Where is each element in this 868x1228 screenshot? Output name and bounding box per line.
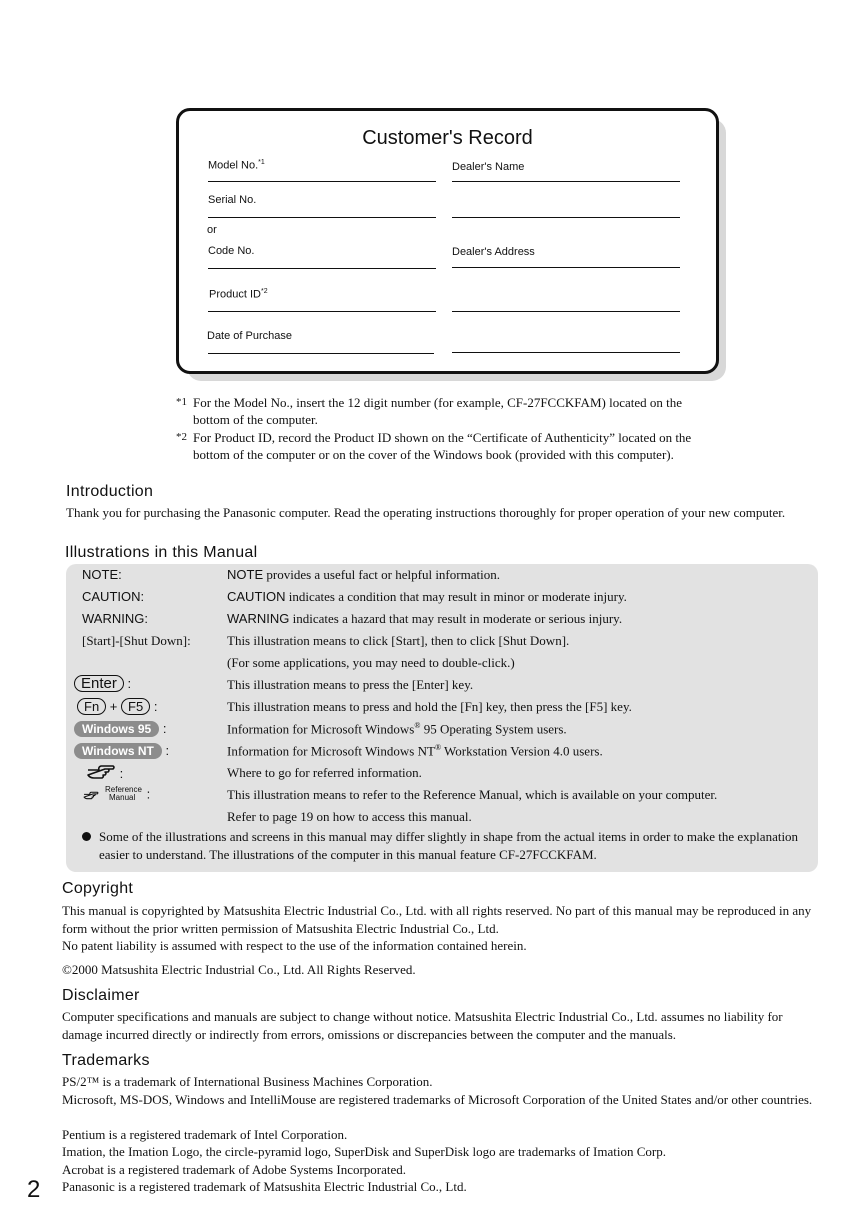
date-of-purchase-label: Date of Purchase bbox=[207, 330, 292, 342]
disclaimer-text: Computer specifications and manuals are subject to change without notice. Matsushita Electric Industrial Co., Ltd. assumes no liability for damage incurred directly or indirectly from errors, omissions or discrepancies between the computer and the manuals. bbox=[62, 1009, 783, 1042]
trademarks-heading: Trademarks bbox=[62, 1052, 150, 1069]
illus-row-reference-manual: Reference Manual : This illustration means to refer to the Reference Manual, which is available on your computer. bbox=[66, 784, 818, 806]
dealers-name-label: Dealer's Name bbox=[452, 161, 525, 173]
trademark-line: Pentium is a registered trademark of Intel Corporation. bbox=[62, 1127, 348, 1142]
serial-no-label: Serial No. bbox=[208, 194, 257, 206]
dealers-address-line-3[interactable] bbox=[452, 352, 680, 353]
model-no-label: Model No.$^{*1}$ bbox=[208, 159, 265, 172]
copyright-p1: This manual is copyrighted by Matsushita Electric Industrial Co., Ltd. with all rights reserved. No part of this manual may be reproduced in any form without the prior written permission of Matsushita Electric Industrial Co., Ltd. bbox=[62, 903, 812, 936]
enter-key-icon: Enter bbox=[74, 675, 124, 692]
serial-no-line[interactable] bbox=[208, 217, 436, 218]
pointing-hand-icon bbox=[86, 763, 116, 786]
illus-row-windows95: Windows 95 : Information for Microsoft Windows® 95 Operating System users. bbox=[66, 718, 818, 740]
code-no-label: Code No. bbox=[208, 245, 255, 257]
trademark-line: Imation, the Imation Logo, the circle-pyramid logo, SuperDisk and SuperDisk logo are trademarks of Imation Corp. bbox=[62, 1144, 666, 1159]
introduction-heading: Introduction bbox=[66, 483, 154, 500]
illus-bullet: Some of the illustrations and screens in this manual may differ slightly in shape from the actual items in order to make the explanation easier to understand. The illustrations of the computer in this manual feature CF-27FCCKFAM. bbox=[82, 828, 802, 864]
trademark-line: PS/2™ is a trademark of International Business Machines Corporation. bbox=[62, 1074, 433, 1089]
dealers-address-line[interactable] bbox=[452, 267, 680, 268]
illustrations-heading: Illustrations in this Manual bbox=[65, 544, 258, 561]
copyright-p3: ©2000 Matsushita Electric Industrial Co., Ltd. All Rights Reserved. bbox=[62, 962, 416, 977]
illus-row-refer-page: Refer to page 19 on how to access this manual. bbox=[227, 809, 472, 824]
illus-row-referred: : Where to go for referred information. bbox=[66, 762, 818, 784]
dealers-address-line-2[interactable] bbox=[452, 311, 680, 312]
windows-95-badge: Windows 95 bbox=[74, 721, 159, 737]
f5-key-icon: F5 bbox=[121, 698, 150, 715]
trademark-line: Microsoft, MS-DOS, Windows and IntelliMouse are registered trademarks of Microsoft Corporation of the United States and/or other countries. bbox=[62, 1092, 813, 1107]
footnote-2: *2 For Product ID, record the Product ID shown on the “Certificate of Authenticity” located on the bottom of the computer or on the cover of the Windows book (provided with this computer). bbox=[176, 430, 692, 462]
or-label: or bbox=[207, 224, 217, 236]
disclaimer-heading: Disclaimer bbox=[62, 987, 140, 1004]
date-of-purchase-line[interactable] bbox=[208, 353, 434, 354]
dealers-name-line-2[interactable] bbox=[452, 217, 680, 218]
dealers-name-line[interactable] bbox=[452, 181, 680, 182]
model-no-line[interactable] bbox=[208, 181, 436, 182]
copyright-p2: No patent liability is assumed with respect to the use of the information contained herein. bbox=[62, 938, 527, 953]
illus-row-note: NOTE: NOTE provides a useful fact or helpful information. bbox=[82, 567, 500, 582]
footnote-1: *1 For the Model No., insert the 12 digit number (for example, CF-27FCCKFAM) located on the bottom of the computer. bbox=[176, 395, 682, 427]
code-no-line[interactable] bbox=[208, 268, 436, 269]
page-number: 2 bbox=[27, 1176, 41, 1203]
illus-row-warning: WARNING: WARNING indicates a hazard that may result in moderate or serious injury. bbox=[82, 611, 623, 626]
illus-row-double-click: (For some applications, you may need to double-click.) bbox=[227, 655, 515, 670]
product-id-line[interactable] bbox=[208, 311, 436, 312]
introduction-text: Thank you for purchasing the Panasonic computer. Read the operating instructions thoroughly for proper operation of your new computer. bbox=[66, 505, 786, 520]
illus-row-caution: CAUTION: CAUTION indicates a condition that may result in minor or moderate injury. bbox=[82, 589, 627, 604]
card-title: Customer's Record bbox=[362, 127, 533, 149]
customer-record-card bbox=[176, 108, 719, 374]
copyright-heading: Copyright bbox=[62, 880, 134, 897]
fn-key-icon: Fn bbox=[77, 698, 106, 715]
illus-row-fn-f5: Fn + F5 : This illustration means to press and hold the [Fn] key, then press the [F5] key. bbox=[66, 696, 818, 718]
illus-row-windows-nt: Windows NT : Information for Microsoft Windows NT® Workstation Version 4.0 users. bbox=[66, 740, 818, 762]
windows-nt-badge: Windows NT bbox=[74, 743, 162, 759]
illustrations-box bbox=[66, 564, 818, 872]
dealers-address-label: Dealer's Address bbox=[452, 246, 535, 258]
bullet-icon bbox=[82, 832, 91, 841]
trademark-line: Acrobat is a registered trademark of Adobe Systems Incorporated. bbox=[62, 1162, 407, 1177]
illus-row-start-shutdown: [Start]-[Shut Down]: This illustration means to click [Start], then to click [Shut Down]. bbox=[82, 633, 570, 648]
illus-row-enter: Enter : This illustration means to press the [Enter] key. bbox=[66, 674, 818, 696]
product-id-label: Product ID$^{*2}$ bbox=[209, 288, 268, 301]
trademark-line: Panasonic is a registered trademark of Matsushita Electric Industrial Co., Ltd. bbox=[62, 1179, 467, 1194]
reference-manual-icon: Reference Manual bbox=[83, 786, 143, 804]
